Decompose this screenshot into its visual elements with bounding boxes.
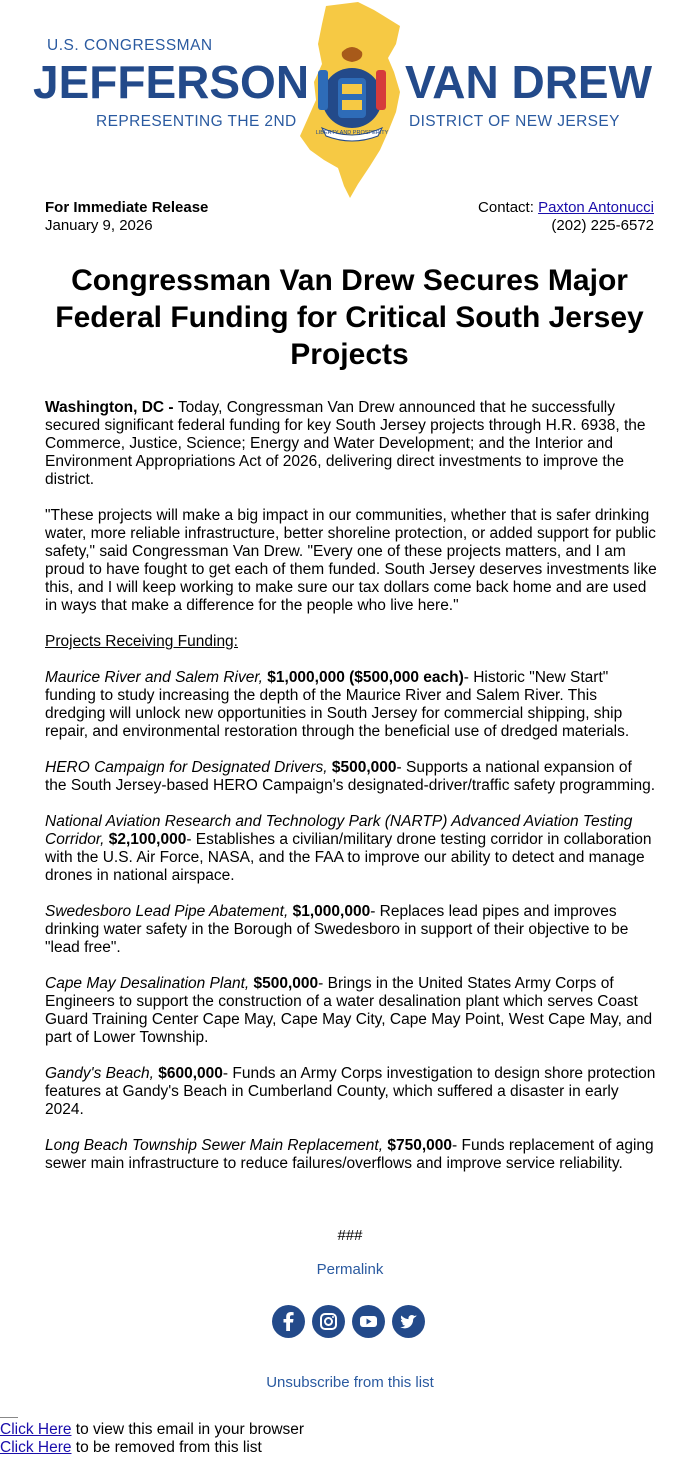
header-sub-right: DISTRICT OF NEW JERSEY [409, 113, 620, 130]
project-amount: $1,000,000 [292, 903, 371, 920]
quote-paragraph: "These projects will make a big impact in our communities, whether that is safer drinking water, more reliable infrastructure, better shoreline protection, or added support for public safety," said Congressman Van Drew. "Every one of these projects matters, and I am proud to have fought to get each of them funded. South Jersey deserves investments like this, and I will keep working to make sure our tax dollars come back home and are used in ways that make a difference for the people who live here." [45, 507, 657, 614]
instagram-icon[interactable] [312, 1305, 345, 1338]
project-name: Swedesboro Lead Pipe Abatement, [45, 903, 289, 920]
view-in-browser-link[interactable]: Click Here [0, 1421, 72, 1438]
project-item [45, 975, 657, 1047]
dateline: Washington, DC - [45, 399, 178, 416]
project-desc: - Brings in the United States Army Corps of Engineers to support the construction of a water desalination plant which serves Coast Guard Training Center Cape May, Cape May City, Cape May Point, West Cape May, and part of Lower Township. [45, 975, 653, 1046]
project-amount: $1,000,000 ($500,000 each) [267, 669, 464, 686]
project-amount: $600,000 [158, 1065, 223, 1082]
press-release-body [45, 399, 657, 1191]
project-amount: $2,100,000 [108, 831, 187, 848]
press-release-headline: Congressman Van Drew Secures Major Federal Funding for Critical South Jersey Projects [55, 264, 644, 371]
project-desc: - Funds replacement of aging sewer main infrastructure to reduce failures/overflows and improve service reliability. [45, 1137, 654, 1172]
email-footer [0, 1421, 304, 1457]
project-item [45, 759, 657, 795]
project-desc: - Establishes a civilian/military drone testing corridor in collaboration with the U.S. Air Force, NASA, and the FAA to improve our ability to detect and manage drones in national airspace. [45, 831, 652, 884]
view-in-browser-line [0, 1421, 304, 1439]
remove-from-list-line [0, 1439, 304, 1457]
header-top-line: U.S. CONGRESSMAN [47, 37, 213, 54]
project-name: National Aviation Research and Technology Park (NARTP) Advanced Aviation Testing Corridor, [45, 813, 633, 848]
remove-from-list-link[interactable]: Click Here [0, 1439, 72, 1456]
project-item [45, 813, 657, 885]
project-item [45, 669, 657, 741]
project-amount: $500,000 [331, 759, 397, 776]
contact-label: Contact: [478, 199, 534, 216]
project-desc: - Replaces lead pipes and improves drinking water safety in the Borough of Swedesboro in support of their objective to be "lead free". [45, 903, 629, 956]
release-label: For Immediate Release [45, 199, 209, 216]
project-amount: $500,000 [253, 975, 319, 992]
unsubscribe-link[interactable]: Unsubscribe from this list [266, 1374, 434, 1391]
twitter-icon[interactable] [392, 1305, 425, 1338]
header-name-right: VAN DREW [405, 56, 653, 108]
project-desc: - Historic "New Start" funding to study increasing the depth of the Maurice River and Salem River. This dredging will unlock new opportunities in South Jersey for commercial shipping, ship repair, and environmental restoration through the beneficial use of dredged materials. [45, 669, 630, 740]
contact-name-link[interactable]: Paxton Antonucci [538, 199, 654, 216]
youtube-icon[interactable] [352, 1305, 385, 1338]
project-amount: $750,000 [387, 1137, 453, 1154]
projects-heading: Projects Receiving Funding: [45, 633, 238, 650]
project-item [45, 1065, 657, 1119]
release-date: January 9, 2026 [45, 217, 153, 234]
seal-ribbon-text: LIBERTY AND PROSPERITY [315, 130, 389, 136]
facebook-icon[interactable] [272, 1305, 305, 1338]
intro-paragraph [45, 399, 657, 489]
project-name: HERO Campaign for Designated Drivers, [45, 759, 328, 776]
permalink-link[interactable]: Permalink [316, 1261, 384, 1278]
header-sub-left: REPRESENTING THE 2ND [96, 113, 297, 130]
project-name: Maurice River and Salem River, [45, 669, 263, 686]
social-links [272, 1305, 432, 1341]
project-item [45, 1137, 657, 1173]
header-name-left: JEFFERSON [33, 56, 310, 108]
footer-divider [0, 1417, 18, 1418]
end-mark: ### [337, 1227, 363, 1244]
project-name: Long Beach Township Sewer Main Replacement, [45, 1137, 384, 1154]
contact-phone: (202) 225-6572 [551, 217, 654, 234]
project-item [45, 903, 657, 957]
project-desc: - Supports a national expansion of the South Jersey-based HERO Campaign's designated-driver/traffic safety programming. [45, 759, 656, 794]
project-desc: - Funds an Army Corps investigation to design shore protection features at Gandy's Beach in Cumberland County, which suffered a disaster in early 2024. [45, 1065, 656, 1118]
project-name: Gandy's Beach, [45, 1065, 154, 1082]
header-banner [0, 0, 700, 200]
view-in-browser-text: to view this email in your browser [71, 1421, 305, 1438]
intro-text: Today, Congressman Van Drew announced that he successfully secured significant federal funding for key South Jersey projects through H.R. 6938, the Commerce, Justice, Science; Energy and Water Development; and the Interior and Environment Appropriations Act of 2026, delivering direct investments to improve the district. [45, 399, 646, 488]
remove-from-list-text: to be removed from this list [71, 1439, 262, 1456]
new-jersey-seal-icon [296, 0, 408, 200]
project-name: Cape May Desalination Plant, [45, 975, 250, 992]
